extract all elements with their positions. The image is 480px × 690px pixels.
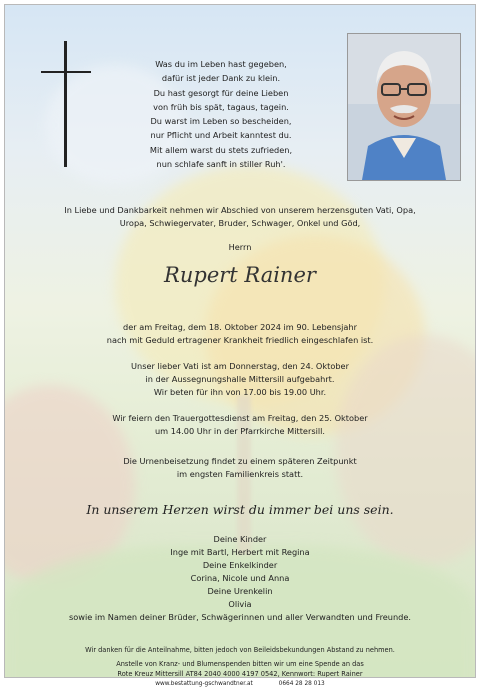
death-info-line: nach mit Geduld ertragener Krankheit friedlich eingeschlafen ist. [106,335,374,345]
poem-line: von früh bis spät, tagaus, tagein. [153,101,289,112]
poem-line: Du hast gesorgt für deine Lieben [153,87,289,98]
mourner-line: Deine Urenkelin [207,586,273,596]
mourner-line: Deine Kinder [213,534,267,544]
death-info-line: der am Freitag, dem 18. Oktober 2024 im 90. Lebensjahr [123,322,357,332]
condolence-note [5,645,475,655]
poem-line: dafür ist jeder Dank zu klein. [161,73,281,84]
urn-info [5,455,475,481]
viewing-info-line: in der Aussegnungshalle Mittersill aufgebahrt. [145,374,335,384]
service-info-line: um 14.00 Uhr in der Pfarrkirche Mittersill. [154,426,326,436]
urn-info-line: im engsten Familienkreis statt. [176,469,304,479]
poem-line: nun schlafe sanft in stiller Ruh'. [156,159,286,170]
mourner-line: Corina, Nicole und Anna [190,573,290,583]
salutation: Herrn [228,242,252,252]
viewing-info [5,360,475,399]
urn-info-line: Die Urnenbeisetzung findet zu einem späteren Zeitpunkt [123,456,357,466]
service-info-line: Wir feiern den Trauergottesdienst am Freitag, den 25. Oktober [112,413,368,423]
poem-line: Du warst im Leben so bescheiden, [150,116,292,127]
note-line: Anstelle von Kranz- und Blumenspenden bitten wir um eine Spende an das [116,660,364,668]
mourner-line: sowie im Namen deiner Brüder, Schwägerinnen und aller Verwandten und Freunde. [68,612,412,622]
note-line: Wir danken für die Anteilnahme, bitten jedoch von Beileidsbekundungen Abstand zu nehmen. [85,646,395,654]
viewing-info-line: Wir beten für ihn von 17.00 bis 19.00 Uhr. [153,387,327,397]
mourners-list [5,533,475,624]
poem [133,57,309,171]
poem-line: Mit allem warst du stets zufrieden, [149,144,293,155]
motto: In unserem Herzen wirst du immer bei uns sein. [86,502,394,517]
poem-line: nur Pflicht und Arbeit kanntest du. [150,130,292,141]
poem-line: Was du im Leben hast gegeben, [155,59,287,69]
obituary-card [4,4,476,678]
footer-website[interactable]: www.bestattung-gschwandtner.at [155,681,253,687]
mourner-line: Deine Enkelkinder [202,560,278,570]
mourner-line: Olivia [228,599,252,609]
service-info [5,412,475,438]
intro-line: In Liebe und Dankbarkeit nehmen wir Abschied von unserem herzensguten Vati, Opa, [64,205,416,215]
footer [0,681,480,687]
deceased-name: Rupert Rainer [164,263,316,287]
death-info [5,321,475,347]
footer-phone: 0664 28 28 013 [278,681,325,687]
intro-text [5,204,475,230]
portrait-photo [347,33,461,181]
donation-note [5,659,475,678]
viewing-info-line: Unser lieber Vati ist am Donnerstag, den 24. Oktober [131,361,349,371]
note-line: Rote Kreuz Mittersill AT84 2040 4000 4197 0542, Kennwort: Rupert Rainer [117,670,363,678]
mourner-line: Inge mit Bartl, Herbert mit Regina [170,547,310,557]
intro-line: Uropa, Schwiegervater, Bruder, Schwager, Onkel und Göd, [119,218,361,228]
